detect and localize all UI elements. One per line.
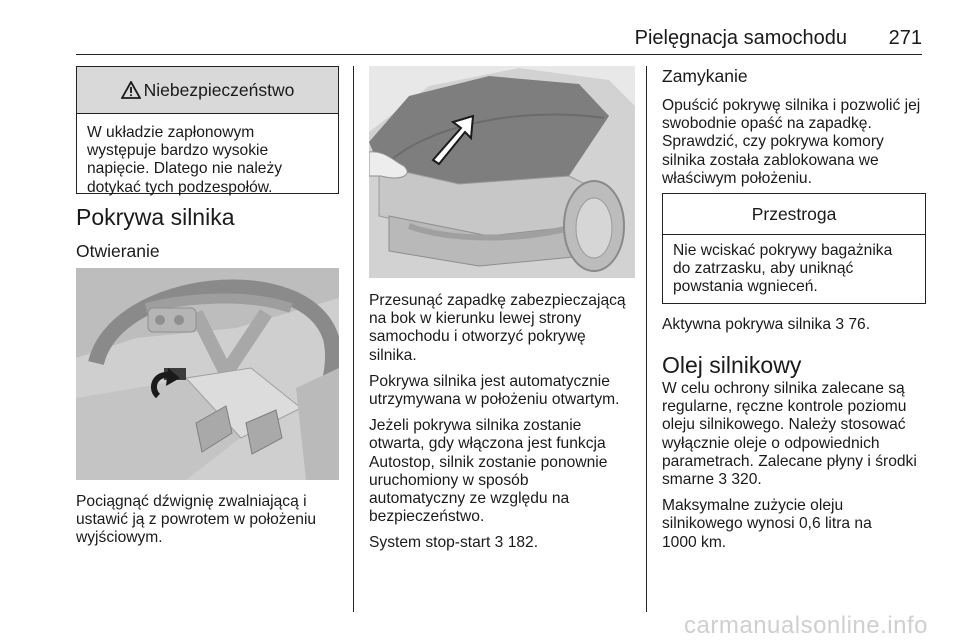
para2-line: Pokrywa silnika jest automatycznie [369, 372, 610, 390]
closing-line: silnika została zablokowana we [662, 151, 879, 169]
oil-line: parametrach. Zalecane płyny i środki [662, 452, 917, 470]
danger-text-line: napięcie. Dlatego nie należy [87, 160, 283, 178]
para2-line: utrzymywana w położeniu otwartym. [369, 391, 620, 409]
subsection-title-closing: Zamykanie [662, 66, 748, 86]
para1-line: samochodu i otworzyć pokrywę [369, 328, 586, 346]
para3-line: uruchomiony w sposób [369, 471, 529, 489]
caution-box-title: Przestroga [751, 203, 837, 224]
section-title-engine-oil: Olej silnikowy [662, 352, 802, 378]
xref-arrow-icon: 3 [494, 534, 504, 552]
consumption-line: Maksymalne zużycie oleju [662, 497, 844, 515]
oil-text-block [662, 380, 930, 552]
middle-text-block [369, 292, 635, 553]
column-divider-left [353, 66, 354, 612]
xref-arrow-icon: 3 [835, 316, 845, 333]
xref-page: 320. [731, 471, 762, 489]
closing-line: Opuścić pokrywę silnika i pozwolić jej [662, 97, 921, 114]
caption-line: Pociągnąć dźwignię zwalniającą i [76, 493, 307, 510]
xref-page: 76. [848, 316, 871, 333]
para1-line: silnika. [369, 346, 417, 364]
consumption-line: silnikowego wynosi 0,6 litra na [662, 515, 872, 533]
illustration-release-lever [76, 268, 339, 480]
closing-text-block [662, 97, 926, 188]
para3-line: Jeżeli pokrywa silnika zostanie [369, 417, 582, 435]
para1-line: na bok w kierunku lewej strony [369, 310, 582, 328]
xref-lubricants[interactable] [662, 471, 930, 489]
column-divider-right [646, 66, 647, 612]
oil-line: oleju silnikowego. Należy stosować [662, 416, 906, 434]
danger-text-line: W układzie zapłonowym [87, 124, 255, 141]
xref-page: 182. [507, 534, 539, 552]
page-number: 271 [888, 27, 922, 49]
caption-line: wyjściowym. [76, 529, 163, 547]
para1-line: Przesunąć zapadkę zabezpieczającą [369, 292, 626, 309]
para3-line: Autostop, silnik zostanie ponownie [369, 453, 608, 471]
para3-line: bezpieczeństwo. [369, 508, 485, 526]
section-title-hood: Pokrywa silnika [76, 204, 235, 230]
caution-line: Nie wciskać pokrywy bagażnika [673, 242, 893, 259]
xref-arrow-icon: 3 [718, 471, 728, 489]
consumption-line: 1000 km. [662, 533, 727, 551]
caution-box [662, 193, 926, 304]
xref-text: System stop-start [369, 534, 491, 552]
xref-active-hood[interactable] [662, 316, 870, 334]
danger-text-line: występuje bardzo wysokie [87, 142, 269, 160]
oil-line: W celu ochrony silnika zalecane są [662, 380, 905, 397]
caution-box-body [663, 235, 925, 297]
header-rule [76, 54, 922, 55]
para3-line: automatyczny ze względu na [369, 490, 570, 508]
subsection-title-opening: Otwieranie [76, 241, 160, 261]
danger-box [76, 66, 339, 194]
danger-text-line: dotykać tych podzespołów. [87, 178, 273, 196]
oil-line: wyłącznie oleje o odpowiednich [662, 434, 880, 452]
danger-box-title: Niebezpieczeństwo [143, 79, 295, 100]
illustration-hood-latch [369, 66, 635, 278]
release-lever-caption [76, 493, 339, 548]
warning-triangle-icon [121, 81, 141, 99]
closing-line: swobodnie opaść na zapadkę. [662, 115, 872, 133]
closing-line: właściwym położeniu. [662, 169, 812, 187]
page-header-title: Pielęgnacja samochodu [634, 27, 847, 49]
danger-box-body [77, 114, 338, 197]
xref-stop-start[interactable] [369, 534, 635, 552]
caption-line: ustawić ją z powrotem w położeniu [76, 511, 317, 529]
caution-line: powstania wgnieceń. [673, 278, 818, 296]
caution-line: do zatrzasku, aby uniknąć [673, 260, 854, 278]
closing-line: Sprawdzić, czy pokrywa komory [662, 133, 884, 151]
caution-box-header [663, 194, 925, 235]
oil-line: regularne, ręczne kontrole poziomu [662, 398, 907, 416]
footer-watermark: carmanualsonline.info [684, 612, 928, 639]
xref-text: smarne [662, 471, 714, 489]
para3-line: otwarta, gdy włączona jest funkcja [369, 435, 606, 453]
xref-text: Aktywna pokrywa silnika [662, 316, 831, 333]
danger-box-header [77, 67, 338, 114]
